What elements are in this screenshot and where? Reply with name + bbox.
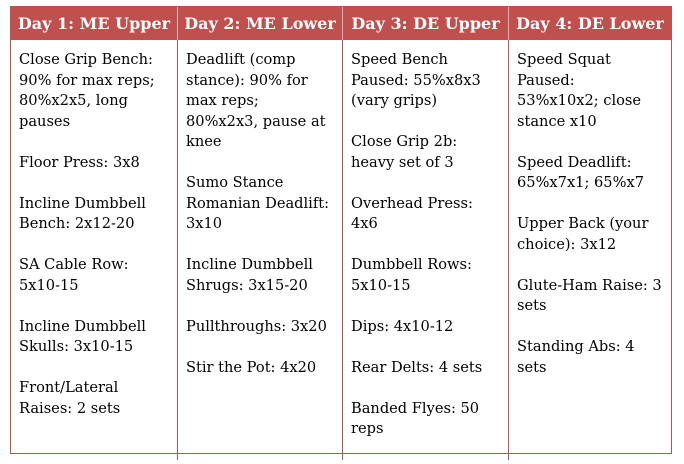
exercise-text: 80%x2x3, pause at <box>186 112 326 130</box>
exercise-text: Stir the Pot: 4x20 <box>186 358 317 376</box>
exercise-text: Upper Back (your <box>517 215 649 232</box>
exercise-text: SA Cable Row: <box>19 256 129 273</box>
exercise-text: stance): 90% for <box>186 71 308 89</box>
exercise-text: sets <box>517 358 547 376</box>
workout-plan-table <box>10 6 672 454</box>
exercise-text: 53%x10x2; close <box>517 92 642 109</box>
exercise-entry <box>351 358 502 379</box>
exercise-text: Speed Deadlift: <box>517 153 632 171</box>
exercise-entry <box>186 255 336 296</box>
exercise-entry <box>19 255 171 296</box>
exercise-entry <box>19 378 171 419</box>
exercise-text: knee <box>186 133 222 150</box>
exercise-text: Dips: 4x10-12 <box>351 317 454 335</box>
exercise-entry <box>19 194 171 235</box>
day-2-header: Day 2: ME Lower <box>178 7 343 40</box>
exercise-text: Skulls: 3x10-15 <box>19 338 134 355</box>
exercise-entry <box>19 317 171 358</box>
exercise-entry <box>351 399 502 440</box>
exercise-text: max reps; <box>186 92 259 109</box>
day-3-exercises <box>343 40 509 460</box>
day-1-exercises <box>11 40 178 460</box>
exercise-text: Incline Dumbbell <box>186 256 313 273</box>
exercise-text: pauses <box>19 112 71 130</box>
exercise-entry <box>186 317 336 338</box>
day-4-exercises <box>509 40 671 460</box>
exercise-text: 3x10 <box>186 215 223 232</box>
exercise-text: Speed Squat <box>517 51 611 68</box>
header-row <box>11 7 671 40</box>
exercise-text: Romanian Deadlift: <box>186 194 330 212</box>
exercise-text: (vary grips) <box>351 92 438 109</box>
exercise-text: 65%x7x1; 65%x7 <box>517 174 644 191</box>
exercise-text: Bench: 2x12-20 <box>19 215 135 232</box>
exercise-text: Paused: <box>517 71 575 89</box>
exercise-text: Front/Lateral <box>19 379 119 396</box>
day-1-header: Day 1: ME Upper <box>11 7 178 40</box>
exercise-entry <box>19 50 171 132</box>
exercise-text: 5x10-15 <box>19 276 79 294</box>
exercise-text: Floor Press: 3x8 <box>19 153 140 171</box>
exercise-text: Paused: 55%x8x3 <box>351 71 481 89</box>
exercise-text: heavy set of 3 <box>351 153 454 171</box>
exercise-text: stance x10 <box>517 112 597 130</box>
exercise-text: Overhead Press: <box>351 194 473 212</box>
day-4-header: Day 4: DE Lower <box>516 14 664 33</box>
exercise-entry <box>517 50 665 132</box>
exercise-text: Banded Flyes: 50 <box>351 399 480 417</box>
exercise-text: Pullthroughs: 3x20 <box>186 317 327 335</box>
exercise-entry <box>517 276 665 317</box>
exercise-text: choice): 3x12 <box>517 235 617 253</box>
exercise-text: Glute-Ham Raise: 3 <box>517 276 662 294</box>
exercise-entry <box>351 132 502 173</box>
exercise-entry <box>351 50 502 112</box>
exercise-entry <box>186 358 336 379</box>
exercise-entry <box>351 194 502 235</box>
exercise-text: Close Grip 2b: <box>351 133 458 150</box>
exercise-text: Incline Dumbbell <box>19 194 146 212</box>
exercise-entry <box>517 337 665 378</box>
exercise-entry <box>351 255 502 296</box>
exercise-text: Shrugs: 3x15-20 <box>186 276 308 294</box>
exercise-text: Deadlift (comp <box>186 51 296 68</box>
exercise-text: Speed Bench <box>351 51 448 68</box>
exercise-text: Standing Abs: 4 <box>517 338 635 355</box>
exercise-text: Dumbbell Rows: <box>351 256 472 273</box>
exercise-text: reps <box>351 420 384 437</box>
exercise-entry <box>517 153 665 194</box>
exercise-entry <box>186 50 336 153</box>
exercise-text: 5x10-15 <box>351 276 411 294</box>
exercise-entry <box>517 214 665 255</box>
day-2-exercises <box>178 40 343 460</box>
exercise-entry <box>19 153 171 174</box>
day-3-header: Day 3: DE Upper <box>343 7 509 40</box>
exercise-text: Sumo Stance <box>186 174 284 191</box>
exercise-entry <box>186 173 336 235</box>
exercise-entry <box>351 317 502 338</box>
exercise-text: sets <box>517 297 547 314</box>
exercise-text: 80%x2x5, long <box>19 92 128 109</box>
exercise-row <box>11 40 671 460</box>
exercise-text: 90% for max reps; <box>19 71 155 89</box>
exercise-text: 4x6 <box>351 215 378 232</box>
exercise-text: Incline Dumbbell <box>19 317 146 335</box>
exercise-text: Close Grip Bench: <box>19 51 153 68</box>
exercise-text: Raises: 2 sets <box>19 399 121 417</box>
exercise-text: Rear Delts: 4 sets <box>351 358 483 376</box>
